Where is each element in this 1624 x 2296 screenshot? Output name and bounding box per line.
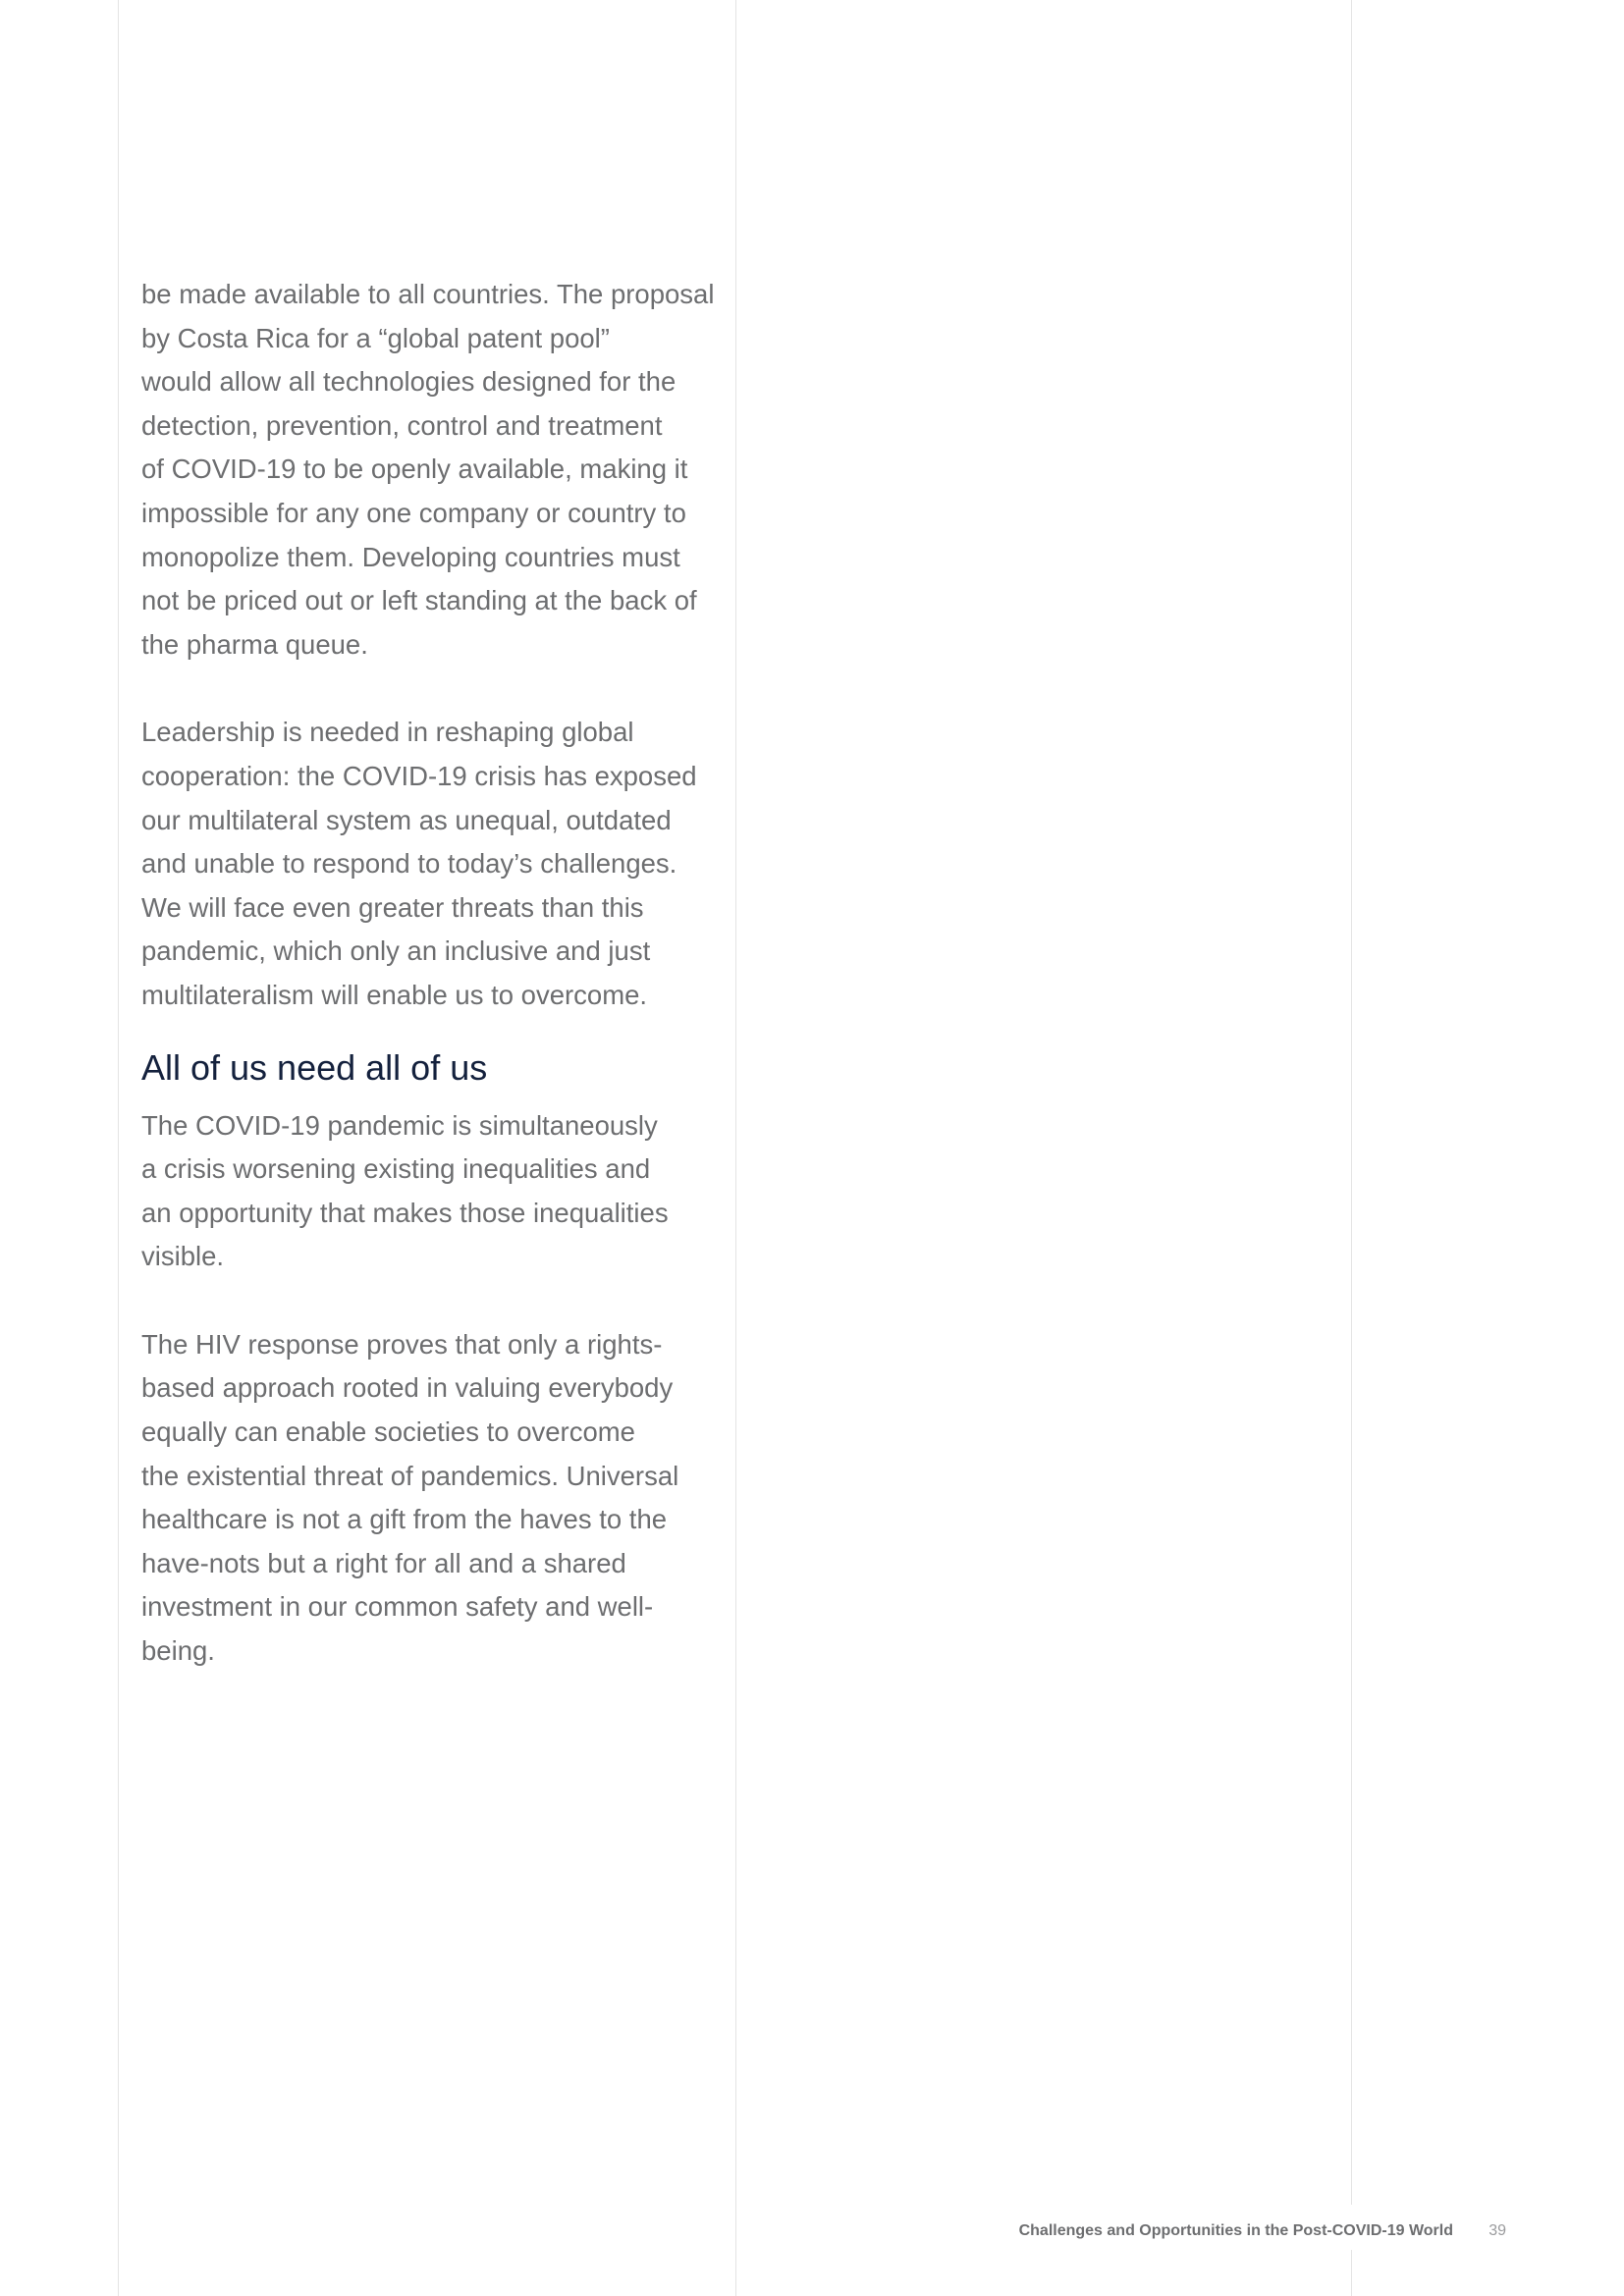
column-rule-middle <box>735 0 736 2296</box>
paragraph-line: Leadership is needed in reshaping global <box>141 717 634 748</box>
page-footer <box>982 2216 1512 2246</box>
paragraph-line: impossible for any one company or country to <box>141 497 686 528</box>
paragraph-line: investment in our common safety and well- <box>141 1591 654 1623</box>
body-paragraph <box>141 711 721 1017</box>
body-paragraph <box>141 1323 721 1674</box>
paragraph-line: healthcare is not a gift from the haves to the <box>141 1504 668 1535</box>
paragraph-line: monopolize them. Developing countries must <box>141 541 680 572</box>
paragraph-line: and unable to respond to today’s challenges. <box>141 848 677 880</box>
footer-title: Challenges and Opportunities in the Post-COVID-19 World <box>1018 2222 1453 2239</box>
paragraph-line: by Costa Rica for a “global patent pool” <box>141 322 610 353</box>
paragraph-line: detection, prevention, control and treatment <box>141 409 663 441</box>
body-paragraph <box>141 1104 721 1279</box>
paragraph-line: being. <box>141 1635 215 1667</box>
paragraph-line: We will face even greater threats than this <box>141 891 644 923</box>
paragraphs-after-heading <box>141 1104 721 1674</box>
paragraph-line: the existential threat of pandemics. Universal <box>141 1460 679 1491</box>
column-rule-right <box>1351 0 1352 2205</box>
paragraph-line: multilateralism will enable us to overcome. <box>141 979 648 1010</box>
paragraph-line: visible. <box>141 1241 225 1272</box>
section-heading: All of us need all of us <box>141 1046 488 1088</box>
text-column <box>141 273 721 1718</box>
paragraph-line: cooperation: the COVID-19 crisis has exposed <box>141 760 697 791</box>
paragraph-line: based approach rooted in valuing everybody <box>141 1372 674 1404</box>
column-rule-right-lower <box>1351 2250 1352 2296</box>
paragraph-line: pandemic, which only an inclusive and just <box>141 935 651 967</box>
paragraph-line: The COVID-19 pandemic is simultaneously <box>141 1109 658 1141</box>
paragraph-line: The HIV response proves that only a rights- <box>141 1328 663 1360</box>
page-number: 39 <box>1489 2222 1506 2239</box>
paragraph-line: be made available to all countries. The proposal <box>141 279 715 309</box>
paragraph-line: an opportunity that makes those inequalities <box>141 1197 669 1228</box>
paragraph-line: the pharma queue. <box>141 628 368 660</box>
paragraphs-before-heading <box>141 273 721 1018</box>
paragraph-line: not be priced out or left standing at the back of <box>141 585 697 616</box>
paragraph-line: would allow all technologies designed for the <box>141 366 677 398</box>
paragraph-line: have-nots but a right for all and a shared <box>141 1547 626 1578</box>
paragraph-line: our multilateral system as unequal, outdated <box>141 804 672 835</box>
column-rule-left <box>118 0 119 2296</box>
paragraph-line: a crisis worsening existing inequalities and <box>141 1153 651 1185</box>
paragraph-line: of COVID-19 to be openly available, making it <box>141 454 688 485</box>
paragraph-line: equally can enable societies to overcome <box>141 1416 635 1448</box>
body-paragraph <box>141 273 721 667</box>
